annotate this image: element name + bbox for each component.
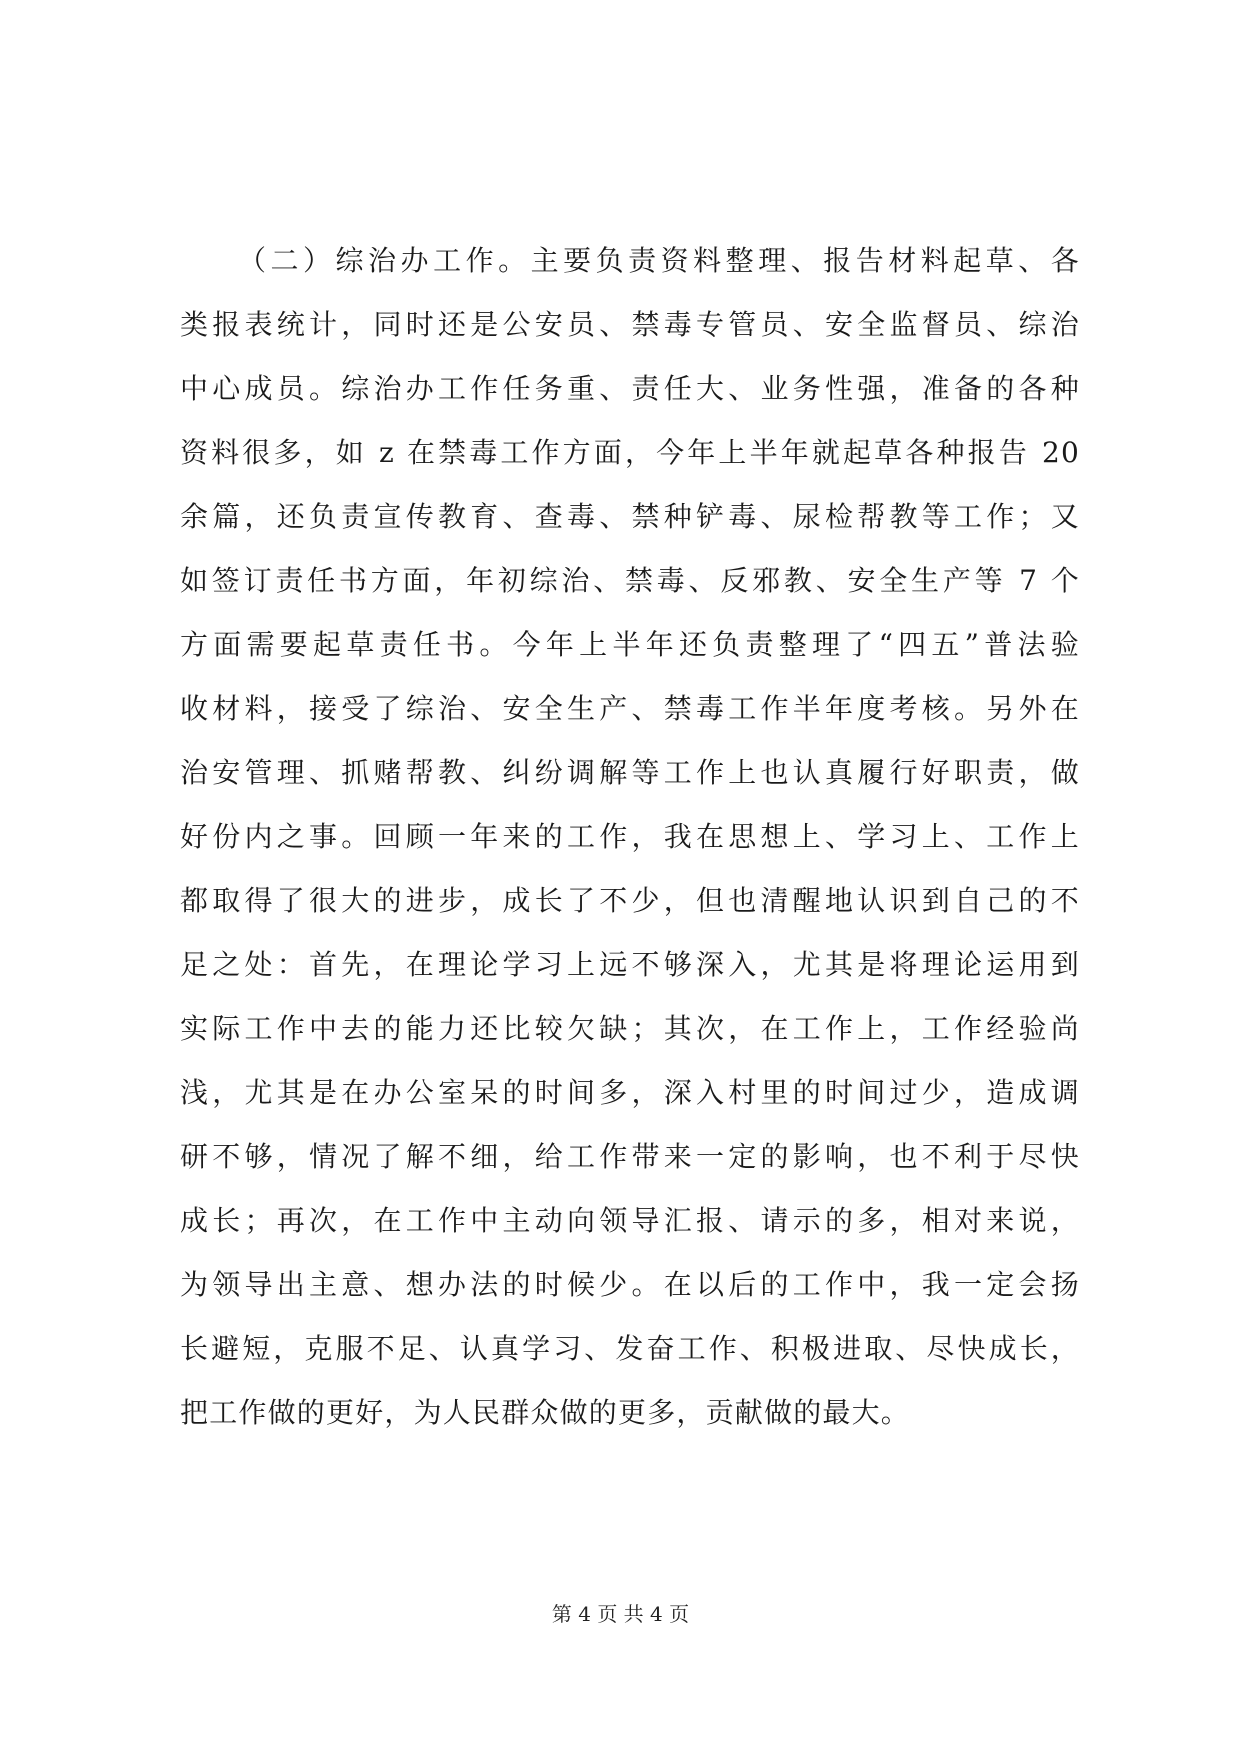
paragraph-line: 成长；再次，在工作中主动向领导汇报、请示的多，相对来说， [180, 1204, 1080, 1237]
paragraph-line: 余篇，还负责宣传教育、查毒、禁种铲毒、尿检帮教等工作；又 [180, 500, 1080, 533]
paragraph-line: （二）综治办工作。主要负责资料整理、报告材料起草、各 [238, 244, 1080, 277]
paragraph-line: 中心成员。综治办工作任务重、责任大、业务性强，准备的各种 [180, 372, 1080, 405]
paragraph-line: 方面需要起草责任书。今年上半年还负责整理了“四五”普法验 [180, 628, 1080, 661]
paragraph-line: 都取得了很大的进步，成长了不少，但也清醒地认识到自己的不 [180, 884, 1080, 917]
paragraph-line: 好份内之事。回顾一年来的工作，我在思想上、学习上、工作上 [180, 820, 1080, 853]
paragraph-line: 研不够，情况了解不细，给工作带来一定的影响，也不利于尽快 [180, 1140, 1080, 1173]
paragraph-line: 治安管理、抓赌帮教、纠纷调解等工作上也认真履行好职责，做 [180, 756, 1080, 789]
paragraph-line: 实际工作中去的能力还比较欠缺；其次，在工作上，工作经验尚 [180, 1012, 1080, 1045]
page-footer: 第 4 页 共 4 页 [551, 1602, 690, 1626]
paragraph-line: 如签订责任书方面，年初综治、禁毒、反邪教、安全生产等 7 个 [180, 564, 1080, 597]
paragraph-line: 资料很多，如 z 在禁毒工作方面，今年上半年就起草各种报告 20 [180, 436, 1080, 469]
paragraph-line: 长避短，克服不足、认真学习、发奋工作、积极进取、尽快成长， [180, 1332, 1080, 1365]
paragraph-line: 收材料，接受了综治、安全生产、禁毒工作半年度考核。另外在 [180, 692, 1080, 725]
paragraph-line: 类报表统计，同时还是公安员、禁毒专管员、安全监督员、综治 [180, 308, 1080, 341]
paragraph-line: 为领导出主意、想办法的时候少。在以后的工作中，我一定会扬 [180, 1268, 1080, 1301]
paragraph-line: 足之处：首先，在理论学习上远不够深入，尤其是将理论运用到 [180, 948, 1080, 981]
paragraph-line-last: 把工作做的更好，为人民群众做的更多，贡献做的最大。 [180, 1396, 911, 1429]
body-paragraph [180, 229, 1080, 1445]
paragraph-line: 浅，尤其是在办公室呆的时间多，深入村里的时间过少，造成调 [180, 1076, 1080, 1109]
